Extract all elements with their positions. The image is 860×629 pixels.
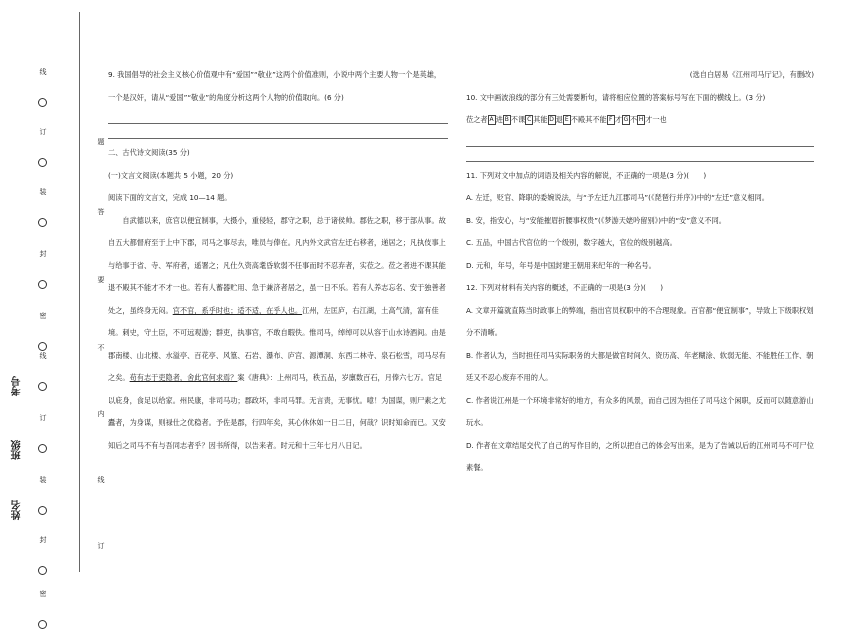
passage-text: 自武德以来，庶官以便宜制事，大摄小，重侵轻，郡守之职，总于诸侯帅。郡佐之职，移于部从事。故自五大都督府至于上中下郡，司马之事尽去，唯员与俸在。凡内外文武官左迁右移者，递居之；凡执伎事上与给事于省、寺、军府者，遥署之；凡仕久资高耄昏软弱不任事而时不忍弃者，实莅之。莅之者进不课其能退不殿其不能才不才一也。若有人蓄器贮用、急于兼济者居之，虽一日不乐。若有人养志忘名、安于独善者处之，虽终身无闷。 xyxy=(108,215,446,315)
answer-line[interactable] xyxy=(466,150,814,162)
break-marker-box[interactable]: B xyxy=(504,116,509,123)
underlined-sentence: 官不官，系乎时也；适不适，在乎人也。 xyxy=(172,305,303,315)
seal-label: 装 xyxy=(39,188,47,196)
break-marker-box[interactable]: D xyxy=(549,116,554,123)
option-item[interactable]: C. 作者说江州是一个环境非常好的地方，有众多的风景，而自己因为担任了司马这个闲职，反而可以随意游山玩水。 xyxy=(466,395,814,427)
break-marker-box[interactable]: G xyxy=(623,116,629,123)
question-9: 9. 我国倡导的社会主义核心价值观中有“爱国”“敬业”这两个价值准则，小说中两个主要人物一个是英雄，一个是汉奸，请从“爱国”“敬业”的角度分析这两个人物的价值取向。(6 分) xyxy=(108,70,442,102)
break-marker-box[interactable]: A xyxy=(489,116,494,123)
seal-label: 封 xyxy=(39,536,47,544)
inner-seal-label: 要 xyxy=(97,276,105,284)
question-11: 11. 下列对文中加点的词语及相关内容的解说，不正确的一项是(3 分)( ) xyxy=(466,170,707,180)
inner-seal-label: 内 xyxy=(97,410,105,418)
student-field-label: 考号 xyxy=(12,376,23,396)
inner-seal-label: 线 xyxy=(97,476,105,484)
student-field-label: 班级 xyxy=(12,440,23,460)
answer-line[interactable] xyxy=(108,112,448,124)
inner-seal-label: 订 xyxy=(97,542,105,550)
option-item[interactable]: A. 左迁，贬官、降职的委婉说法，与“予左迁九江郡司马”(《琵琶行并序》)中的“左迁”意义相同。 xyxy=(466,193,769,202)
underlined-sentence: 苟有志于吏隐者，舍此官何求焉？ xyxy=(129,373,238,382)
inner-seal-label: 答 xyxy=(97,208,105,216)
sentence-fragment: 不殿其不能 xyxy=(570,115,607,124)
seal-label: 线 xyxy=(39,352,47,360)
binding-circle-icon xyxy=(38,620,47,629)
left-column xyxy=(108,64,448,457)
binding-margin xyxy=(0,0,105,608)
sentence-fragment: 一也 xyxy=(652,115,667,124)
binding-circle-icon xyxy=(38,566,47,575)
sentence-fragment: 才 xyxy=(645,115,653,124)
seal-label: 装 xyxy=(39,476,47,484)
binding-circle-icon xyxy=(38,98,47,107)
binding-circle-icon xyxy=(38,342,47,351)
source-note: (选自白居易《江州司马厅记》，有删改) xyxy=(689,70,814,79)
seal-label: 密 xyxy=(39,590,47,598)
seal-label: 线 xyxy=(39,68,47,76)
passage-text: 江州，左匡庐，右江湖，土高气清，富有佳境。刺史，守土臣，不可远观游；群吏，执事官，不敢自暇佚。惟司马，绰绰可以从容于山水诗酒间。由是郡南楼、山北楼、水溢亭、百花亭、风篁、石岩、瀑布、庐宫、源潭洞、东西二林寺、泉石松雪，司马尽有之矣。 xyxy=(108,305,446,382)
sentence-fragment: 不 xyxy=(629,115,638,124)
question-11-options xyxy=(466,187,814,277)
question-12-options xyxy=(466,300,814,480)
question-12: 12. 下列对材料有关内容的概述，不正确的一项是(3 分)( ) xyxy=(466,283,664,292)
passage xyxy=(108,210,448,458)
inner-seal-label: 题 xyxy=(97,138,105,146)
option-item[interactable]: D. 元和，年号，年号是中国封建王朝用来纪年的一种名号。 xyxy=(466,260,656,270)
binding-circle-icon xyxy=(38,444,47,453)
answer-line[interactable] xyxy=(466,135,814,147)
sentence-fragment: 不课 xyxy=(510,115,526,124)
binding-circle-icon xyxy=(38,382,47,391)
question-10: 10. 文中画波浪线的部分有三处需要断句，请将相应位置的答案标号写在下面的横线上。(3 分) xyxy=(466,92,766,102)
answer-line[interactable] xyxy=(108,127,448,139)
break-marker-box[interactable]: C xyxy=(527,116,532,123)
binding-line xyxy=(79,12,80,572)
seal-label: 封 xyxy=(39,250,47,258)
option-item[interactable]: D. 作者在文章结尾交代了自己的写作目的，之所以把自己的体会写出来，是为了告诫以后的江州司马不可尸位素餐。 xyxy=(466,440,814,472)
sentence-fragment: 其能 xyxy=(533,115,548,124)
sentence-fragment: 进 xyxy=(495,115,503,124)
break-marker-box[interactable]: F xyxy=(607,115,615,125)
passage-text: 案《唐典》：上州司马，秩五品，岁廪数百石，月俸六七万。官足以庇身，食足以给家。州民康，非司马功；郡政坏，非司马罪。无言责，无事忧。噫！为国谋，则尸素之尤蠹者，为身谋，则禄仕之优稳者。予佐是郡，行四年矣，其心休休如一日二日，何哉？识时知命而已。又安知后之司马不有与吾同志者乎？因书所得，以告来者。时元和十三年七月八日记。 xyxy=(108,373,446,450)
option-item[interactable]: B. 作者认为，当时担任司马实际职务的大都是做官时间久、资历高、年老糊涂、软弱无能、不能胜任工作、朝廷又不忍心废弃不用的人。 xyxy=(466,350,814,382)
student-field-label: 姓名 xyxy=(12,500,23,520)
binding-circle-icon xyxy=(38,218,47,227)
instruction: 阅读下面的文言文，完成 10—14 题。 xyxy=(108,193,232,202)
right-column xyxy=(466,64,814,480)
binding-circle-icon xyxy=(38,506,47,515)
break-marker-box[interactable]: E xyxy=(563,115,571,125)
option-item[interactable]: C. 五品，中国古代官位的一个级别，数字越大，官位的级别越高。 xyxy=(466,238,677,247)
question-10-sentence xyxy=(466,109,814,132)
sentence-fragment: 才 xyxy=(614,115,622,124)
break-marker-box[interactable]: H xyxy=(638,116,644,123)
binding-circle-icon xyxy=(38,158,47,167)
seal-label: 订 xyxy=(39,128,47,136)
option-item[interactable]: B. 安，指安心，与“安能摧眉折腰事权贵”(《梦游天姥吟留别》)中的“安”意义不同。 xyxy=(466,215,726,225)
sentence-fragment: 莅之者 xyxy=(466,115,488,124)
subsection-heading: (一)文言文阅读(本题共 5 小题，20 分) xyxy=(108,170,234,180)
option-item[interactable]: A. 文章开篇就直陈当时政事上的弊端，指出官员权职中的不合理现象。百官都“便宜制事”，导致上下级职权划分不清晰。 xyxy=(466,305,814,337)
binding-circle-icon xyxy=(38,280,47,289)
seal-label: 密 xyxy=(39,312,47,320)
inner-seal-label: 不 xyxy=(97,344,105,352)
sentence-fragment: 退 xyxy=(555,115,563,124)
seal-label: 订 xyxy=(39,414,47,422)
section-heading: 二、古代诗文阅读(35 分) xyxy=(108,148,190,157)
